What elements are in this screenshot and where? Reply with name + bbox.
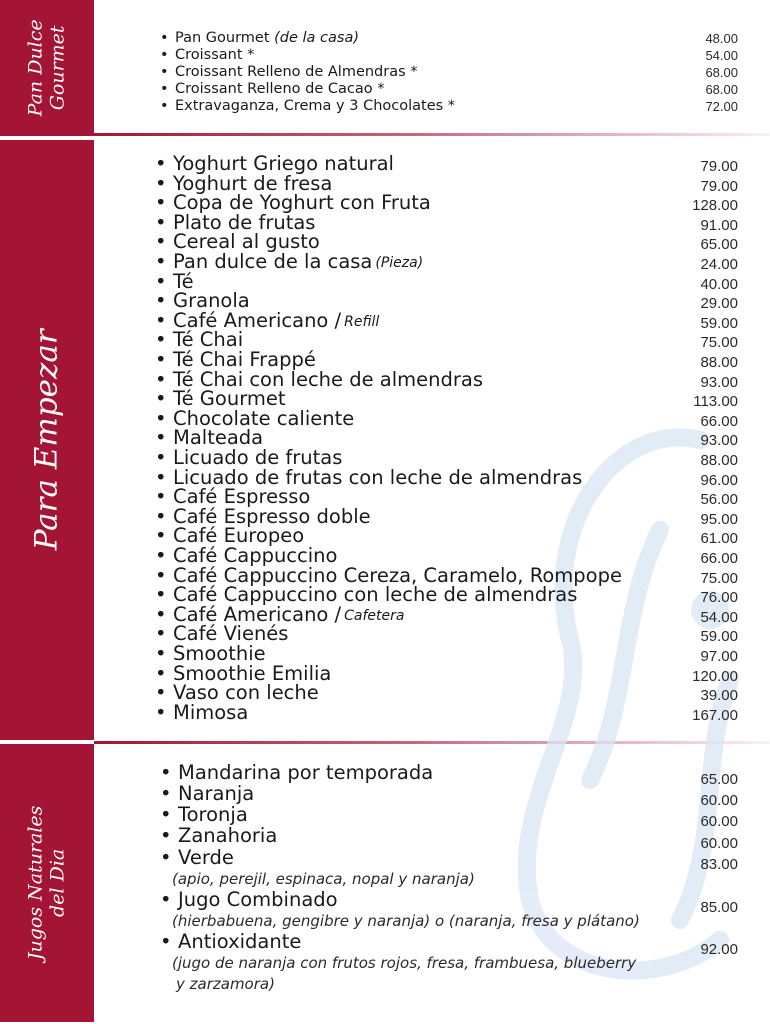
- item-price: 91.00: [700, 216, 738, 234]
- item-price: 97.00: [700, 648, 738, 665]
- item-price: 60.00: [700, 835, 738, 852]
- item-name: Cereal al gusto: [173, 230, 320, 254]
- item-name: Pan dulce de la casa: [173, 250, 373, 273]
- item-price: 92.00: [700, 941, 738, 958]
- item-name: Naranja: [178, 782, 255, 805]
- section-band-pan-dulce: [0, 0, 94, 136]
- item-price: 113.00: [693, 393, 738, 411]
- para-empezar-list: [155, 154, 755, 734]
- menu-item: [155, 252, 423, 274]
- bullet-icon: •: [155, 191, 167, 215]
- item-price: 29.00: [700, 295, 738, 313]
- item-price: 54.00: [705, 48, 738, 63]
- item-price: 96.00: [700, 471, 738, 489]
- item-name: Café Americano /: [173, 308, 342, 332]
- menu-item: [155, 644, 266, 664]
- bullet-icon: •: [155, 269, 167, 293]
- item-price: 88.00: [700, 354, 738, 371]
- item-price: 59.00: [700, 628, 738, 646]
- item-price: 75.00: [700, 334, 738, 352]
- item-price: 65.00: [700, 236, 738, 254]
- menu-item: [160, 81, 384, 98]
- bullet-icon: •: [155, 406, 167, 430]
- bullet-icon: •: [155, 387, 167, 411]
- item-price: 88.00: [700, 452, 738, 469]
- menu-item: [160, 847, 234, 869]
- item-name: Té Gourmet: [173, 387, 286, 411]
- item-price: 79.00: [700, 177, 738, 195]
- item-name: Mimosa: [173, 700, 249, 724]
- item-price: 24.00: [700, 256, 738, 273]
- item-name: Malteada: [173, 426, 264, 450]
- menu-item: [155, 448, 342, 468]
- bullet-icon: •: [160, 98, 169, 114]
- item-name: Toronja: [178, 803, 248, 826]
- bullet-icon: •: [155, 250, 167, 273]
- item-description: (hierbabuena, gengibre y naranja) o (naranja, fresa y plátano): [172, 912, 640, 930]
- item-name: Smoothie Emilia: [173, 661, 332, 685]
- bullet-icon: •: [160, 81, 169, 97]
- item-name: Té: [173, 269, 194, 293]
- item-name: Pan Gourmet: [175, 30, 270, 46]
- menu-item: [160, 98, 455, 115]
- item-price: 68.00: [705, 82, 738, 97]
- item-name: Zanahoria: [178, 824, 278, 847]
- item-name: Croissant Relleno de Almendras *: [175, 64, 418, 80]
- bullet-icon: •: [160, 888, 172, 911]
- item-price: 83.00: [700, 856, 738, 873]
- section-divider: [94, 741, 770, 744]
- bullet-icon: •: [155, 642, 167, 665]
- menu-item: [155, 546, 337, 566]
- bullet-icon: •: [160, 761, 172, 784]
- bullet-icon: •: [155, 152, 167, 175]
- menu-item: [160, 804, 248, 826]
- section-title-line: del Dia: [46, 848, 68, 918]
- bullet-icon: •: [160, 64, 169, 80]
- item-price: 93.00: [700, 373, 738, 391]
- item-price: 128.00: [692, 197, 738, 215]
- bullet-icon: •: [160, 824, 172, 847]
- bullet-icon: •: [155, 485, 167, 509]
- item-note: (Pieza): [375, 255, 424, 271]
- item-description: y zarzamora): [176, 975, 275, 993]
- item-name: Yoghurt Griego natural: [173, 152, 394, 175]
- bullet-icon: •: [155, 700, 167, 724]
- menu-item: [155, 350, 316, 370]
- bullet-icon: •: [155, 289, 167, 313]
- section-title-line: Jugos Naturales: [24, 805, 47, 961]
- item-price: 75.00: [700, 569, 738, 587]
- item-note: Refill: [344, 313, 380, 330]
- item-name: Mandarina por temporada: [178, 761, 434, 784]
- bullet-icon: •: [160, 47, 169, 63]
- item-price: 167.00: [692, 706, 738, 724]
- item-price: 56.00: [700, 491, 738, 509]
- bullet-icon: •: [155, 230, 167, 254]
- item-price: 60.00: [700, 792, 738, 809]
- section-divider: [94, 133, 770, 136]
- section-title-line: Pan Dulce: [24, 19, 47, 117]
- item-price: 40.00: [700, 275, 738, 293]
- menu-item: [160, 783, 254, 805]
- item-name: Café Cappuccino Cereza, Caramelo, Rompope: [173, 563, 622, 587]
- item-note: (de la casa): [274, 30, 359, 46]
- item-name: Café Americano /: [173, 602, 342, 626]
- bullet-icon: •: [160, 782, 172, 805]
- bullet-icon: •: [155, 504, 167, 528]
- bullet-icon: •: [155, 583, 167, 607]
- item-price: 72.00: [705, 99, 738, 114]
- item-name: Licuado de frutas con leche de almendras: [173, 465, 583, 489]
- item-name: Copa de Yoghurt con Fruta: [173, 191, 431, 215]
- menu-item: [160, 47, 254, 64]
- item-price: 66.00: [700, 550, 738, 567]
- item-price: 93.00: [700, 432, 738, 450]
- bullet-icon: •: [155, 308, 167, 332]
- item-price: 76.00: [700, 589, 738, 607]
- item-name: Antioxidante: [178, 930, 302, 953]
- item-price: 120.00: [692, 667, 738, 685]
- jugos-list: [0, 762, 770, 1012]
- item-name: Granola: [173, 289, 250, 313]
- item-name: Café Cappuccino: [173, 544, 338, 567]
- item-name: Té Chai Frappé: [173, 348, 316, 371]
- item-note: Cafetera: [344, 607, 405, 624]
- menu-item: [160, 30, 359, 47]
- item-name: Café Europeo: [173, 524, 305, 548]
- item-price: 60.00: [700, 813, 738, 830]
- item-name: Café Espresso: [173, 485, 311, 509]
- item-price: 61.00: [700, 530, 738, 548]
- item-price: 66.00: [700, 412, 738, 430]
- item-name: Verde: [178, 846, 234, 869]
- item-price: 54.00: [700, 608, 738, 626]
- bullet-icon: •: [155, 681, 167, 705]
- bullet-icon: •: [155, 465, 167, 489]
- bullet-icon: •: [160, 930, 172, 953]
- item-price: 65.00: [700, 771, 738, 788]
- item-name: Smoothie: [173, 642, 266, 665]
- item-name: Jugo Combinado: [178, 888, 338, 911]
- menu-item: [160, 64, 418, 81]
- item-name: Chocolate caliente: [173, 406, 355, 430]
- item-name: Café Espresso doble: [173, 504, 371, 528]
- item-price: 39.00: [700, 687, 738, 705]
- item-description: (apio, perejil, espinaca, nopal y naranja): [172, 870, 475, 888]
- item-name: Licuado de frutas: [173, 446, 343, 469]
- bullet-icon: •: [155, 446, 167, 469]
- bullet-icon: •: [155, 524, 167, 548]
- menu-item: [160, 762, 433, 784]
- bullet-icon: •: [155, 661, 167, 685]
- item-description: (jugo de naranja con frutos rojos, fresa, frambuesa, blueberry: [172, 954, 637, 972]
- bullet-icon: •: [155, 622, 167, 646]
- bullet-icon: •: [155, 426, 167, 450]
- bullet-icon: •: [155, 328, 167, 352]
- item-name: Vaso con leche: [173, 681, 319, 705]
- menu-item: [155, 154, 394, 174]
- bullet-icon: •: [155, 367, 167, 391]
- bullet-icon: •: [155, 348, 167, 371]
- bullet-icon: •: [155, 563, 167, 587]
- bullet-icon: •: [155, 544, 167, 567]
- bullet-icon: •: [160, 846, 172, 869]
- section-title-para-empezar: Para Empezar: [28, 329, 65, 551]
- menu-item: [160, 931, 301, 953]
- item-price: 95.00: [700, 510, 738, 528]
- item-name: Té Chai: [173, 328, 244, 352]
- item-price: 85.00: [700, 899, 738, 916]
- item-name: Croissant *: [175, 47, 255, 63]
- item-name: Café Cappuccino con leche de almendras: [173, 583, 578, 607]
- item-name: Plato de frutas: [173, 210, 316, 234]
- menu-item: [160, 889, 338, 911]
- bullet-icon: •: [160, 803, 172, 826]
- menu-item: [155, 700, 249, 724]
- menu-item: [160, 825, 277, 847]
- item-price: 48.00: [705, 31, 738, 46]
- item-name: Café Vienés: [173, 622, 289, 646]
- item-name: Croissant Relleno de Cacao *: [175, 81, 385, 97]
- item-name: Extravaganza, Crema y 3 Chocolates *: [175, 98, 456, 114]
- item-name: Yoghurt de fresa: [173, 171, 333, 195]
- section-title-line: Gourmet: [46, 25, 68, 111]
- bullet-icon: •: [160, 30, 169, 46]
- bullet-icon: •: [155, 210, 167, 234]
- bullet-icon: •: [155, 602, 167, 626]
- section-title-pan-dulce: [25, 20, 69, 117]
- bullet-icon: •: [155, 171, 167, 195]
- item-price: 59.00: [700, 314, 738, 332]
- item-price: 79.00: [700, 158, 738, 175]
- section-band-para-empezar: [0, 140, 94, 740]
- item-price: 68.00: [705, 65, 738, 80]
- item-name: Té Chai con leche de almendras: [173, 367, 484, 391]
